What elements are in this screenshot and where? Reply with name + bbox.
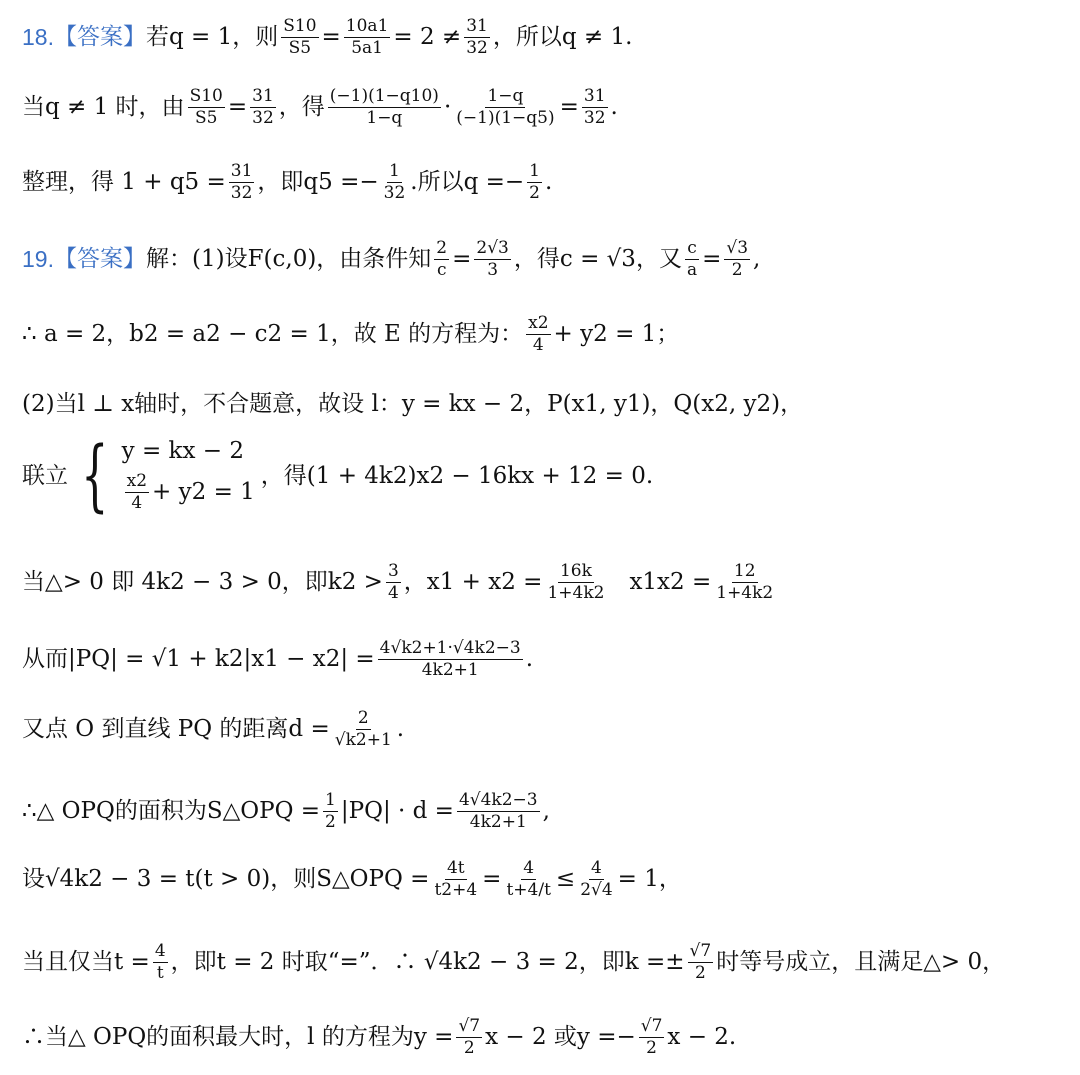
brace-icon: { [81,430,109,521]
line-3 [22,163,552,202]
text: (2)当l ⊥ x轴时，不合题意，故设 l：y = kx − 2，P(x1, y1)，Q(x2, y2)， [22,391,804,417]
text: ，得(1 + 4k2)x2 − 16kx + 12 = 0. [260,462,654,489]
text: ∴ a = 2，b2 = a2 − c2 = 1，故 E 的方程为： [22,321,524,347]
fraction: $\frac{1}{2}$ [529,161,540,203]
fraction: $\frac{c}{a}$ [686,238,698,280]
text: 时等号成立，且满足△> 0， [716,949,1006,975]
text: 当q ≠ 1 时，由 [22,94,185,120]
equation-system [70,430,255,521]
text: 解：(1)设F(c,0)，由条件知 [145,246,432,272]
operator: ≤ [555,866,576,892]
line-14 [22,1018,736,1057]
text: ，得 [278,94,325,120]
text: . [525,646,534,672]
text: ，x1 + x2 = [403,569,543,595]
operator: = 2 ≠ [393,24,462,50]
fraction: $\frac{3}{4}$ [387,561,399,603]
line-19 [22,240,760,279]
line-7 [22,430,654,521]
fraction: $\frac{√7}{2}$ [689,941,712,983]
text: + y2 = 1； [553,321,680,347]
text: ，所以q ≠ 1. [492,24,633,50]
fraction: $\frac{31}{32}$ [252,86,274,128]
text: x − 2. [667,1024,737,1050]
equation: $\frac{x2}{4}$ + y2 = 1 [126,471,255,513]
answer-label: 【答案】 [53,24,146,50]
text: ∴△ OPQ的面积为S△OPQ = [22,798,321,824]
operator: = [559,94,579,120]
text: 当△> 0 即 4k2 − 3 > 0，即k2 > [22,569,383,595]
fraction: $\frac{(-1)(1-q10)}{1-q}$ [329,86,439,128]
text: .所以q =− [410,169,525,195]
text: . [545,169,553,195]
line-5 [22,315,679,354]
text: 联立 [22,462,68,489]
fraction: $\frac{√3}{2}$ [726,238,749,280]
fraction: $\frac{12}{1+4k2}$ [716,561,774,603]
text: = 1， [617,866,682,892]
fraction: $\frac{√7}{2}$ [458,1016,481,1058]
fraction: $\frac{31}{32}$ [466,16,488,58]
line-18 [22,18,632,57]
fraction: $\frac{10a1}{5a1}$ [345,16,389,58]
text: ，即t = 2 时取“=”．∴ √4k2 − 3 = 2，即k =± [170,949,685,975]
text: |PQ| · d = [340,798,454,824]
fraction: $\frac{2√3}{3}$ [476,238,509,280]
text: . [396,716,405,742]
line-9 [22,640,533,679]
operator: · [443,94,452,120]
fraction: $\frac{4√k2+1\cdot√4k2-3}{4k2+1}$ [379,638,521,680]
text: . [610,94,618,120]
answer-label: 【答案】 [53,246,146,272]
fraction: $\frac{4}{t}$ [154,941,166,983]
line-6 [22,393,803,416]
operator: = [702,246,722,272]
line-11 [22,792,550,831]
fraction: $\frac{16k}{1+4k2}$ [547,561,605,603]
line-8 [22,563,778,602]
fraction: $\frac{S10}{S5}$ [189,86,223,128]
operator: = [321,24,341,50]
text: ∴当△ OPQ的面积最大时，l 的方程为y = [22,1024,454,1050]
fraction: $\frac{31}{32}$ [583,86,606,128]
text: 若q = 1，则 [145,24,279,50]
text: ，即q5 =− [257,169,379,195]
fraction: $\frac{√7}{2}$ [640,1016,663,1058]
operator: = [452,246,472,272]
fraction: $\frac{4t}{t2+4}$ [434,858,478,900]
fraction: $\frac{4}{t+4/t}$ [506,858,551,900]
operator: = [227,94,248,120]
fraction: $\frac{1-q}{(-1)(1-q5)}$ [456,86,555,128]
text: 设√4k2 − 3 = t(t > 0)，则S△OPQ = [22,866,430,892]
problem-number: 18. [22,24,54,50]
line-13 [22,943,1005,982]
fraction: $\frac{x2}{4}$ [528,313,549,355]
text: , [542,798,550,824]
fraction: $\frac{4}{2√4}$ [580,858,613,900]
line-12 [22,860,682,899]
problem-number: 19. [22,246,54,272]
text: x − 2 或y =− [485,1024,636,1050]
fraction: $\frac{S10}{S5}$ [283,16,317,58]
text: 整理，得 1 + q5 = [22,169,226,195]
fraction: $\frac{x2}{4}$ [126,471,148,513]
text: ，得c = √3，又 [513,246,682,272]
line-10 [22,710,404,749]
fraction: $\frac{4√4k2-3}{4k2+1}$ [458,790,538,832]
line-2 [22,88,618,127]
operator: = [482,866,502,892]
text: 又点 O 到直线 PQ 的距离d = [22,716,330,742]
fraction: $\frac{2}{c}$ [436,238,448,280]
text: x1x2 = [629,569,712,595]
equation: y = kx − 2 [121,438,244,464]
fraction: $\frac{31}{32}$ [230,161,253,203]
text: 从而|PQ| = √1 + k2|x1 − x2| = [22,646,375,672]
fraction: $\frac{2}{√k2+1}$ [334,708,392,750]
fraction: $\frac{1}{2}$ [325,790,336,832]
fraction: $\frac{1}{32}$ [383,161,406,203]
text: , [753,246,761,272]
text: 当且仅当t = [22,949,150,975]
